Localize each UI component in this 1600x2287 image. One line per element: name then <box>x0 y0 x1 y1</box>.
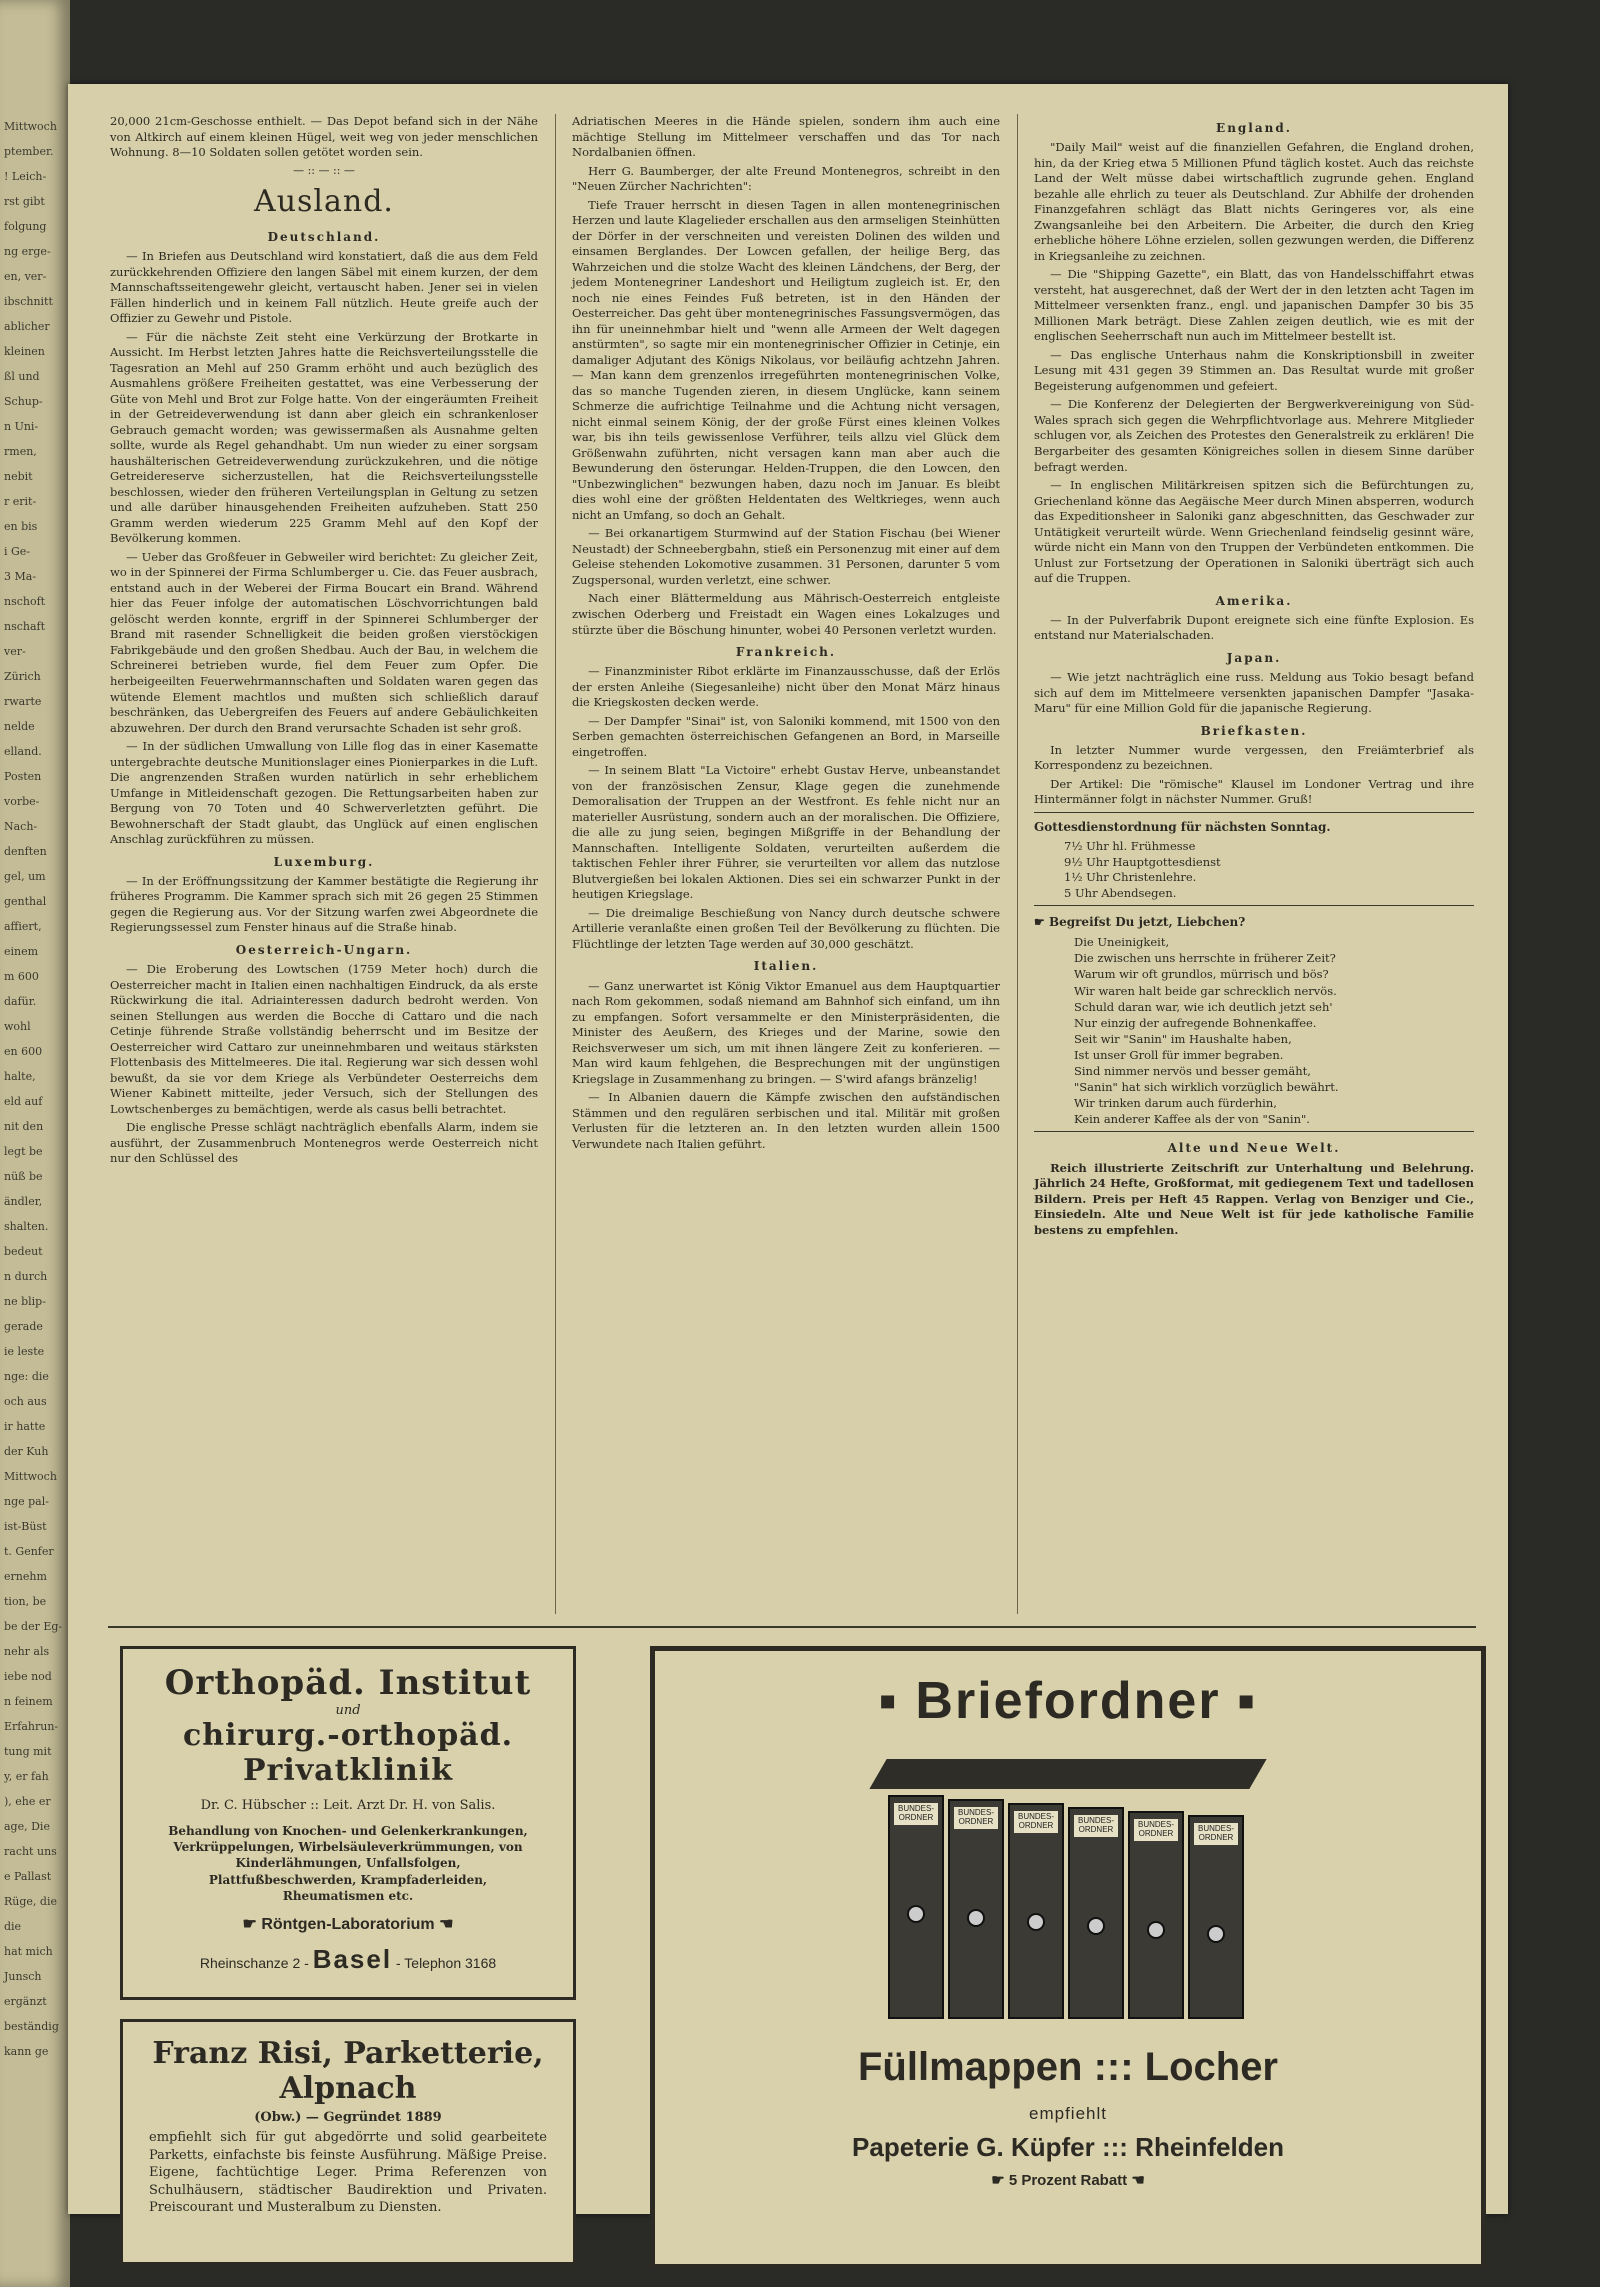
prev-page-fragment: be der Eg- <box>4 1620 63 1633</box>
prev-page-fragment: Erfahrun- <box>4 1720 59 1733</box>
heading-oesterreich: Oesterreich-Ungarn. <box>235 942 413 957</box>
article-paragraph: — In englischen Militärkreisen spitzen sich die Befürchtungen zu, Griechenland könne das Aegäische Meer durch Minen absperren, wodurch das Expeditionsheer in Saloniki ganz abgeschnitten, das Geschwader zur Untätigkeit verurteilt würde. Wenn Griechenland feindselig gesinnt wäre, würde nicht ein Mann von den Truppen der Verbündeten entkommen. Die Unlust zur Fortsetzung der Operationen in Saloniki überträgt sich auch auf die Truppen. <box>1034 478 1474 586</box>
ad-briefordner-empfiehlt: empfiehlt <box>1029 2104 1107 2123</box>
prev-page-fragment: tung mit <box>4 1745 52 1758</box>
article-paragraph: Herr G. Baumberger, der alte Freund Montenegros, schreibt in den "Neuen Zürcher Nachrichten": <box>572 163 1000 194</box>
article-paragraph: Nach einer Blättermeldung aus Mährisch-Oesterreich entgleiste zwischen Oderberg und Freistadt ein Wagen eines Lokalzuges und stürzte über die Böschung hinunter, wobei 40 Personen verletzt wurden. <box>572 591 1000 637</box>
prev-page-fragment: och aus <box>4 1395 47 1408</box>
ad-briefordner-title: ▪ Briefordner ▪ <box>878 1672 1258 1730</box>
prev-page-fragment: nit den <box>4 1120 44 1133</box>
prev-page-fragment: eld auf <box>4 1095 43 1108</box>
heading-amerika: Amerika. <box>1215 593 1293 608</box>
prev-page-fragment: n feinem <box>4 1695 53 1708</box>
prev-page-fragment: rwarte <box>4 695 42 708</box>
article-paragraph: — Bei orkanartigem Sturmwind auf der Station Fischau (bei Wiener Neustadt) der Schneebergbahn, stieß ein Personenzug mit einer auf dem Geleise stehenden Lokomotive zusammen. 31 Personen, darunter 5 vom Zugspersonal, wurden verletzt, eine schwer. <box>572 526 1000 587</box>
binder-ring-icon <box>1027 1913 1045 1931</box>
binder-label: BUNDES-ORDNER <box>1194 1823 1238 1845</box>
article-paragraph: — Der Dampfer "Sinai" ist, von Saloniki kommend, mit 1500 von den Serben gemachten österreichischen Gefangenen an Bord, in Marseille eingetroffen. <box>572 713 1000 759</box>
column-1 <box>110 114 538 1170</box>
prev-page-fragment: kann ge <box>4 2045 49 2058</box>
prev-page-fragment: elland. <box>4 745 42 758</box>
alte-welt-ad <box>1034 1131 1474 1238</box>
ad-institute-contact: Rheinschanze 2 - Basel - Telephon 3168 <box>199 1943 497 1974</box>
ad-institute-xray <box>123 1914 573 1934</box>
binder-spine <box>948 1799 1004 2019</box>
poem-line: Wir waren halt beide gar schrecklich nervös. <box>1074 983 1337 998</box>
binder-label: BUNDES-ORDNER <box>1074 1815 1118 1837</box>
intro-paragraph: 20,000 21cm-Geschosse enthielt. — Das Depot befand sich in der Nähe von Altkirch auf einem kleinen Hügel, weit weg von jeder menschlichen Wohnung. 8—10 Soldaten sollen getötet worden sein. <box>110 114 538 160</box>
prev-page-fragment: tion, be <box>4 1595 47 1608</box>
prev-page-fragment: legt be <box>4 1145 43 1158</box>
article-paragraph: — In Albanien dauern die Kämpfe zwischen den aufständischen Stämmen und den regulären serbischen und ital. Militär mit großen Verlusten für die letzteren an. In den letzten wurden allein 1500 Verwundete nach Italien geführt. <box>572 1090 1000 1151</box>
prev-page-fragment: t. Genfer <box>4 1545 54 1558</box>
ad-risi-title: Franz Risi, Parketterie, Alpnach <box>152 2036 544 2106</box>
ad-institute-subtitle: chirurg.-orthopäd. Privatklinik <box>182 1718 514 1788</box>
binder-spine <box>1008 1803 1064 2019</box>
ad-separator-line <box>108 1626 1476 1628</box>
prev-page-fragment: bedeut <box>4 1245 43 1258</box>
article-paragraph: — Die Konferenz der Delegierten der Bergwerkvereinigung von Süd-Wales sprach sich gegen die Wehrpflichtvorlage aus. Mehrere Mitglieder schlugen vor, als Zeichen des Protestes den Generalstreik zu erklären! Die Bergarbeiter des gesamten Königreiches sollen in diesem Sinne darüber befragt werden. <box>1034 397 1474 474</box>
prev-page-fragment: m 600 <box>4 970 39 983</box>
binder-spine <box>1068 1807 1124 2019</box>
poem-line: Nur einzig der aufregende Bohnenkaffee. <box>1074 1015 1317 1030</box>
mass-time-item: 9½ Uhr Hauptgottesdienst <box>1064 854 1221 869</box>
prev-page-fragment: Mittwoch <box>4 1470 57 1483</box>
ad-briefordner-title-text: Briefordner <box>915 1672 1221 1730</box>
column-2 <box>572 114 1000 1155</box>
article-paragraph: — Ganz unerwartet ist König Viktor Emanuel aus dem Hauptquartier nach Rom gekommen, sodaß niemand am Bahnhof sich einfand, um ihn zu empfangen. Sofort versammelte er den Ministerpräsidenten, die Minister des Aeußern, des Krieges und der Marine, sowie den Reichsverweser um sich, um mit ihnen längere Zeit zu konferieren. — Man wird kaum fehlgehen, die Besprechungen mit der ungünstigen Kriegslage in Zusammenhang zu bringen. — S'wird afangs bränzelig! <box>572 978 1000 1086</box>
pointing-hand-icon: ☛ <box>242 1915 262 1933</box>
sanin-heading-text: Begreifst Du jetzt, Liebchen? <box>1048 915 1246 930</box>
binder-top-shading <box>869 1759 1266 1789</box>
prev-page-fragment: nschaft <box>4 620 46 633</box>
prev-page-fragment: vorbe- <box>4 795 40 808</box>
prev-page-fragment: n Uni- <box>4 420 39 433</box>
binder-label: BUNDES-ORDNER <box>1014 1811 1058 1833</box>
prev-page-fragment: ver- <box>4 645 26 658</box>
prev-page-fragment: ablicher <box>4 320 50 333</box>
binder-spine <box>888 1795 944 2019</box>
heading-england: England. <box>1216 121 1292 135</box>
binder-label: BUNDES-ORDNER <box>954 1807 998 1829</box>
prev-page-fragment: en 600 <box>4 1045 43 1058</box>
column-rule <box>555 114 556 1614</box>
pointing-hand-icon: ☛ <box>1034 915 1049 930</box>
prev-page-fragment: nelde <box>4 720 35 733</box>
alte-welt-heading: Alte und Neue Welt. <box>1167 1141 1341 1156</box>
prev-page-fragment: nebit <box>4 470 33 483</box>
pointing-hand-icon: ☚ <box>1127 2172 1145 2189</box>
prev-page-fragment: Zürich <box>4 670 41 683</box>
article-paragraph: — In der südlichen Umwallung von Lille flog das in einer Kasematte untergebrachte deutsche Munitionslager eines Pionierparkes in die Luft. Die angrenzenden Straßen wurden natürlich in sehr erheblichem Umfange in Mitleidenschaft gezogen. Die Rettungsarbeiten haben zur Bergung von 70 Toten und 40 Schwerverletzten geführt. Die Bewohnerschaft der Stadt glaubt, das Unglück auf einen englischen Anschlag zurückführen zu müssen. <box>110 739 538 847</box>
prev-page-fragment: ie leste <box>4 1345 45 1358</box>
prev-page-fragment: en, ver- <box>4 270 47 283</box>
mass-time-item: 5 Uhr Abendsegen. <box>1064 885 1177 900</box>
article-paragraph: — Für die nächste Zeit steht eine Verkürzung der Brotkarte in Aussicht. Im Herbst letzten Jahres hatte die Reichsverteilungsstelle die Tagesration an Mehl auf 250 Gramm erhöht und auch bezüglich des Ausmahlens größere Freiheiten gestattet, was eine Verbesserung der Güte von Mehl und Brot zur Folge hatte. Von der eingeräumten Freiheit in der Getreideverwendung ist dann aber gleich ein schrankenloser Gebrauch gemacht worden; was gewissermaßen als Ausnahme gelten sollte, wurde als Regel gehandhabt. Um nun wieder zu einer sorgsam haushälterischen Getreideverwendung zurückzukehren, und die nötige Getreidereserve sicherzustellen, hat die Reichsverteilungsstelle beschlossen, wieder den früheren Verteilungsplan in Geltung zu setzen und alle darüber hinausgehenden Freiheiten aufzuheben. Statt 250 Gramm werden wiederum 225 Gramm Mehl auf den Kopf der Bevölkerung kommen. <box>110 329 538 546</box>
ad-risi-parketterie <box>120 2019 576 2265</box>
binder-spine <box>1188 1815 1244 2019</box>
ad-briefordner-discount <box>655 2171 1481 2189</box>
prev-page-fragment: folgung <box>4 220 47 233</box>
prev-page-fragment: nehr als <box>4 1645 50 1658</box>
binder-illustration <box>858 1749 1278 2019</box>
heading-japan: Japan. <box>1226 650 1282 665</box>
prev-page-fragment: ), ehe er <box>4 1795 51 1808</box>
prev-page-fragment: beständig <box>4 2020 59 2033</box>
article-paragraph: In letzter Nummer wurde vergessen, den Freiämterbrief als Korrespondenz zu bezeichnen. <box>1034 742 1474 773</box>
prev-page-fragment: denften <box>4 845 47 858</box>
mass-time-item: 7½ Uhr hl. Frühmesse <box>1064 839 1196 854</box>
prev-page-fragment: age, Die <box>4 1820 50 1833</box>
pointing-hand-icon: ☚ <box>434 1915 454 1933</box>
ad-briefordner-vendor: Papeterie G. Küpfer ::: Rheinfelden <box>852 2132 1284 2162</box>
binder-ring-icon <box>967 1909 985 1927</box>
poem-line: Wir trinken darum auch fürderhin, <box>1074 1096 1277 1111</box>
prev-page-fragment: nschoft <box>4 595 46 608</box>
prev-page-fragment: ändler, <box>4 1195 43 1208</box>
article-paragraph: — Die "Shipping Gazette", ein Blatt, das von Handelsschiffahrt etwas versteht, hat ausgerechnet, daß der Wert der in den letzten acht Tagen im Mittelmeer versenkten franz., engl. und japanischen Dampfer 30 bis 35 Millionen Mark beträgt. Diese Zahlen zeigen deutlich, wie es mit der englischen Seeherrschaft nun auch im Mittelmeer bestellt ist. <box>1034 267 1474 344</box>
ad-institute-address: Rheinschanze 2 <box>199 1954 301 1971</box>
prev-page-fragment: Schup- <box>4 395 43 408</box>
article-paragraph: Tiefe Trauer herrscht in diesen Tagen in allen montenegrinischen Herzen und laute Klagelieder erschallen aus den armseligen Steinhütten der Dörfer in der verschneiten und vereisten Dolinen des wilden und einsamen Berglandes. Der Lowcen gefallen, der heilige Berg, das Wahrzeichen und die stolze Wacht des kleinen Ländchens, der Berg, der jedem Montenegriner Landeshort und Heiligtum zugleich ist. Er, den noch nie eines Feindes Fuß betreten, ist in den Händen der Oesterreicher. Das geht über montenegrinisches Fassungsvermögen, das ihn für uneinnehmbar hielt und "wenn alle Armeen der Welt dagegen anstürmten", so sagte mir ein montenegrinischer Offizier in Cetinje, ein damaliger Adjutant des Königs Nikolaus, vor beiläufig achtzehn Jahren. — Man kann dem grenzenlos irregeführten montenegrinischen Volke, das so manche Tugenden zieren, in diesem Unglücke, kann seinem Schmerze die aufrichtige Teilnahme und die Achtung nicht versagen, nicht einmal seinem König, der der große Fürst eines kleinen Volkes war, bis ihn teils gewissenlose Verführer, teils allzu viel Glück dem Größenwahn zuführten, nicht versagen kann man aber auch die Bewunderung den österungar. Helden-Truppen, die den Lowcen, den "Unbezwinglichen" bezwungen haben, dazu noch im Januar. Es bleibt dies wohl eine der größten Heldentaten des Weltkrieges, wenn auch nicht an Umfang, so doch an Gehalt. <box>572 197 1000 522</box>
prev-page-fragment: affiert, <box>4 920 42 933</box>
article-paragraph: — Die dreimalige Beschießung von Nancy durch deutsche schwere Artillerie veranlaßte einen großen Teil der Bevölkerung zu flüchten. Die Flüchtlinge der letzten Tage werden auf 30,000 geschätzt. <box>572 905 1000 951</box>
prev-page-fragment: nge: die <box>4 1370 49 1383</box>
prev-page-fragment: iebe nod <box>4 1670 52 1683</box>
prev-page-fragment: Junsch <box>4 1970 42 1983</box>
article-paragraph: — Ueber das Großfeuer in Gebweiler wird berichtet: Zu gleicher Zeit, wo in der Spinnerei der Firma Schlumberger u. Cie. das Feuer ausbrach, entstand auch in der Weberei der Firma Boucart ein Brand. Während hier das Feuer infolge der automatischen Löschvorrichtungen bald gelöscht werden konnte, ergriff in der Spinnerei Schlumberger der Brand mit rasender Schnelligkeit die beiden großen vierstöckigen Fabrikgebäude und den großen Shedbau. Auch der Bau, in welchem die Schreinerei betrieben wurde, fiel dem Feuer zum Opfer. Die herbeigeeilten Feuerwehrmannschaften und Soldaten waren gegen das wütende Element machtlos und mußten sich schließlich darauf beschränken, das Uebergreifen des Feuers auf andere Gebäulichkeiten abzuwehren. Der durch den Brand verursachte Schaden ist sehr groß. <box>110 549 538 735</box>
section-title-ausland: Ausland. <box>254 184 394 220</box>
prev-page-fragment: wohl <box>4 1020 31 1033</box>
prev-page-fragment: hat mich <box>4 1945 53 1958</box>
sanin-poem <box>1074 934 1474 1127</box>
binder-label: BUNDES-ORDNER <box>1134 1819 1178 1841</box>
prev-page-fragment: nge pal- <box>4 1495 49 1508</box>
prev-page-fragment: gel, um <box>4 870 46 883</box>
prev-page-fragment: ne blip- <box>4 1295 46 1308</box>
prev-page-fragment: ernehm <box>4 1570 47 1583</box>
prev-page-fragment: en bis <box>4 520 38 533</box>
prev-page-fragment: ptember. <box>4 145 54 158</box>
gottesdienst-box <box>1034 812 1474 901</box>
article-paragraph: — Das englische Unterhaus nahm die Konskriptionsbill in zweiter Lesung mit 431 gegen 39 Stimmen an. Das Resultat wurde mit großer Begeisterung aufgenommen und gefeiert. <box>1034 347 1474 393</box>
prev-page-fragment: i Ge- <box>4 545 31 558</box>
gottesdienst-heading: Gottesdienstordnung für nächsten Sonntag. <box>1034 819 1331 834</box>
prev-page-fragment: einem <box>4 945 39 958</box>
ad-orthopaedic-institute <box>120 1646 576 2000</box>
heading-deutschland: Deutschland. <box>267 229 381 244</box>
mass-time-item: 1½ Uhr Christenlehre. <box>1064 870 1197 885</box>
prev-page-fragment: die <box>4 1920 22 1933</box>
prev-page-fragment: ! Leich- <box>4 170 47 183</box>
ad-institute-xray-text: Röntgen-Laboratorium <box>261 1915 435 1933</box>
heading-italien: Italien. <box>753 959 819 974</box>
poem-line: Kein anderer Kaffee als der von "Sanin". <box>1074 1112 1310 1127</box>
prev-page-fragment: r erit- <box>4 495 37 508</box>
poem-line: Sind nimmer nervös und besser gemäht, <box>1074 1064 1311 1079</box>
ad-briefordner-discount-text: 5 Prozent Rabatt <box>1008 2172 1128 2189</box>
prev-page-fragment: ßl und <box>4 370 40 383</box>
prev-page-fragment: ist-Büst <box>4 1520 47 1533</box>
pointing-hand-icon: ☛ <box>991 2172 1009 2189</box>
binder-ring-icon <box>907 1905 925 1923</box>
article-paragraph: — In der Pulverfabrik Dupont ereignete sich eine fünfte Explosion. Es entstand nur Materialschaden. <box>1034 612 1474 643</box>
prev-page-fragment: ng erge- <box>4 245 51 258</box>
prev-page-fragment: shalten. <box>4 1220 49 1233</box>
prev-page-fragment: gerade <box>4 1320 43 1333</box>
prev-page-fragment: rst gibt <box>4 195 45 208</box>
ad-institute-city: Basel <box>312 1943 393 1974</box>
binder-ring-icon <box>1207 1925 1225 1943</box>
prev-page-fragment: ir hatte <box>4 1420 46 1433</box>
prev-page-fragment: kleinen <box>4 345 45 358</box>
column-rule <box>1017 114 1018 1614</box>
prev-page-fragment: 3 Ma- <box>4 570 37 583</box>
ad-institute-und: und <box>335 1703 361 1718</box>
previous-page-edge <box>0 0 70 2287</box>
ad-institute-treatments: Behandlung von Knochen- und Gelenkerkrankungen, Verkrüppelungen, Wirbelsäuleverkrümmungen, von Kinderlähmungen, Unfallsfolgen, Plattfußbeschwerden, Krampfaderleiden, Rheumatismen etc. <box>168 1824 528 1903</box>
binder-label: BUNDES-ORDNER <box>894 1803 938 1825</box>
sanin-heading <box>1034 914 1474 930</box>
poem-line: Die Uneinigkeit, <box>1074 935 1170 950</box>
prev-page-fragment: Nach- <box>4 820 38 833</box>
article-paragraph: — In seinem Blatt "La Victoire" erhebt Gustav Herve, unbeanstandet von der französischen Zensur, Klage gegen die zunehmende Demoralisation der Truppen an der Westfront. Es fehle nicht nur an materieller Ausrüstung, sondern auch an der moralischen. Die Offiziere, die alle zu jung seien, begingen Mißgriffe in der Behandlung der Mannschaften. Intelligente Soldaten, verurteilten außerdem die taktischen Fehler ihrer Führer, sie verurteilten vor allem das nutzlose Blutvergießen bei lokalen Aktionen. Dies sei ein schwarzer Punkt in der heutigen Kriegslage. <box>572 763 1000 902</box>
article-paragraph: Adriatischen Meeres in die Hände spielen, sondern ihm auch eine mächtige Stellung im Mittelmeer verschaffen und das Tor nach Nordalbanien öffnen. <box>572 114 1000 160</box>
prev-page-fragment: racht uns <box>4 1845 57 1858</box>
ad-briefordner <box>650 1646 1486 2269</box>
binder-ring-icon <box>1147 1921 1165 1939</box>
prev-page-fragment: y, er fah <box>4 1770 49 1783</box>
article-paragraph: — In Briefen aus Deutschland wird konstatiert, daß die aus dem Feld zurückkehrenden Offiziere den langen Säbel mit einem kurzen, der dem Mannschaftsseitengewehr gleicht, vertauscht haben. Jener sei in vielen Fällen hinderlich und in keinem Fall nützlich. Heute greife auch der Offizier zu Gewehr und Pistole. <box>110 249 538 326</box>
prev-page-fragment: rmen, <box>4 445 37 458</box>
prev-page-fragment: Rüge, die <box>4 1895 57 1908</box>
prev-page-fragment: ibschnitt <box>4 295 53 308</box>
prev-page-fragment: e Pallast <box>4 1870 52 1883</box>
separator: — :: — :: — <box>293 163 355 177</box>
article-paragraph: Die englische Presse schlägt nachträglich ebenfalls Alarm, indem sie ausführt, der Zusammenbruch Montenegros werde Oesterreich nicht nur den Schlüssel des <box>110 1120 538 1166</box>
prev-page-fragment: der Kuh <box>4 1445 49 1458</box>
prev-page-fragment: Mittwoch <box>4 120 57 133</box>
mass-schedule <box>1064 839 1474 901</box>
ad-risi-text: empfiehlt sich für gut abgedörrte und solid gearbeitete Parketts, einfachste bis feinste Ausführung. Mäßige Preise. Eigene, fachtüchtige Leger. Prima Referenzen von Schulhäusern, städtischer Baudirektion und Privaten. Preiscourant und Musteralbum zu Diensten. <box>149 2130 547 2216</box>
poem-line: Warum wir oft grundlos, mürrisch und bös? <box>1074 967 1329 982</box>
prev-page-fragment: halte, <box>4 1070 36 1083</box>
binder-ring-icon <box>1087 1917 1105 1935</box>
ad-briefordner-products: Füllmappen ::: Locher <box>858 2045 1278 2089</box>
article-paragraph: Der Artikel: Die "römische" Klausel im Londoner Vertrag und ihre Hintermänner folgt in nächster Nummer. Gruß! <box>1034 776 1474 807</box>
prev-page-fragment: ergänzt <box>4 1995 47 2008</box>
ad-risi-sub: (Obw.) — Gegründet 1889 <box>254 2110 442 2125</box>
alte-welt-text: Reich illustrierte Zeitschrift zur Unterhaltung und Belehrung. Jährlich 24 Hefte, Großformat, mit gediegenem Text und tadellosen Bildern. Preis per Heft 45 Rappen. Verlag von Benziger und Cie., Einsiedeln. Alte und Neue Welt ist für jede katholische Familie bestens zu empfehlen. <box>1034 1160 1474 1237</box>
article-paragraph: — Finanzminister Ribot erklärte im Finanzausschusse, daß der Erlös der ersten Anleihe (Siegesanleihe) nicht über den Monat März hinaus die Kriegskosten decken werde. <box>572 664 1000 710</box>
ad-institute-title: Orthopäd. Institut <box>164 1663 532 1703</box>
binder-spine <box>1128 1811 1184 2019</box>
article-paragraph: — Wie jetzt nachträglich eine russ. Meldung aus Tokio besagt befand sich auf dem im Mittelmeere versenkten japanischen Dampfer "Jasaka-Maru" für eine Million Gold für die japanische Regierung. <box>1034 670 1474 716</box>
prev-page-fragment: genthal <box>4 895 47 908</box>
heading-briefkasten: Briefkasten. <box>1200 723 1308 738</box>
ad-institute-doctors: Dr. C. Hübscher :: Leit. Arzt Dr. H. von Salis. <box>200 1798 496 1813</box>
heading-frankreich: Frankreich. <box>735 645 837 660</box>
poem-line: Schuld daran war, wie ich deutlich jetzt seh' <box>1074 999 1333 1014</box>
column-3 <box>1034 114 1474 1241</box>
article-paragraph: — In der Eröffnungssitzung der Kammer bestätigte die Regierung ihr früheres Programm. Die Kammer sprach sich mit 26 gegen 25 Stimmen gegen die Regierung aus. Vor der Sitzung warfen zwei Abgeordnete die Regierungssessel zum Fenster hinaus auf die Straße hinab. <box>110 873 538 935</box>
heading-luxemburg: Luxemburg. <box>273 854 375 869</box>
ad-institute-phone: Telephon 3168 <box>404 1954 497 1971</box>
article-paragraph: — Die Eroberung des Lowtschen (1759 Meter hoch) durch die Oesterreicher macht in Italien einen nachhaltigen Eindruck, da als erste Rückwirkung die ital. Adriainteressen dadurch bedroht werden. Von seinen Stellungen aus werden die Bocche di Cattaro und die nach Cetinje führende Straße vollständig beherrscht und im Besitze der Oesterreicher wird Cattaro zur uneinnehmbaren und weitaus stärksten Flottenbasis des Mittelmeeres. Die ital. Regierung war sich dessen wohl bewußt, da sie vor dem Kriege als Verbündeter Oesterreichs dem Wiener Kabinett mitteilte, jeder Versuch, sich der Stellungen des Lowtschenberges zu bemächtigen, werde als casus belli betrachtet. <box>110 962 538 1116</box>
poem-line: Seit wir "Sanin" im Haushalte haben, <box>1074 1031 1292 1046</box>
prev-page-fragment: Posten <box>4 770 42 783</box>
poem-line: Ist unser Groll für immer begraben. <box>1074 1047 1284 1062</box>
sanin-ad <box>1034 905 1474 1127</box>
prev-page-fragment: nüß be <box>4 1170 43 1183</box>
prev-page-fragment: dafür. <box>4 995 37 1008</box>
newspaper-page <box>68 84 1508 2214</box>
prev-page-fragment: n durch <box>4 1270 48 1283</box>
poem-line: Die zwischen uns herrschte in früherer Zeit? <box>1074 951 1336 966</box>
poem-line: "Sanin" hat sich wirklich vorzüglich bewährt. <box>1074 1080 1339 1095</box>
article-paragraph: "Daily Mail" weist auf die finanziellen Gefahren, die England drohen, hin, da der Krieg etwa 5 Millionen Pfund täglich kostet. Auch das reichste Land der Welt müsse dabei wirtschaftlich zugrunde gehen. England bezahle alle ehrlich zu teuer als Deutschland. Zur Abhilfe der drohenden Finanzgefahren schlägt das Blatt nichts Geringeres vor, als eine Zwangsanleihe bei den Arbeitern. Die Arbeiter, die durch den Krieg erhebliche höhere Löhne erzielen, sollen gezwungen werden, die Differenz in Kriegsanleihe zu zeichnen. <box>1034 140 1474 263</box>
